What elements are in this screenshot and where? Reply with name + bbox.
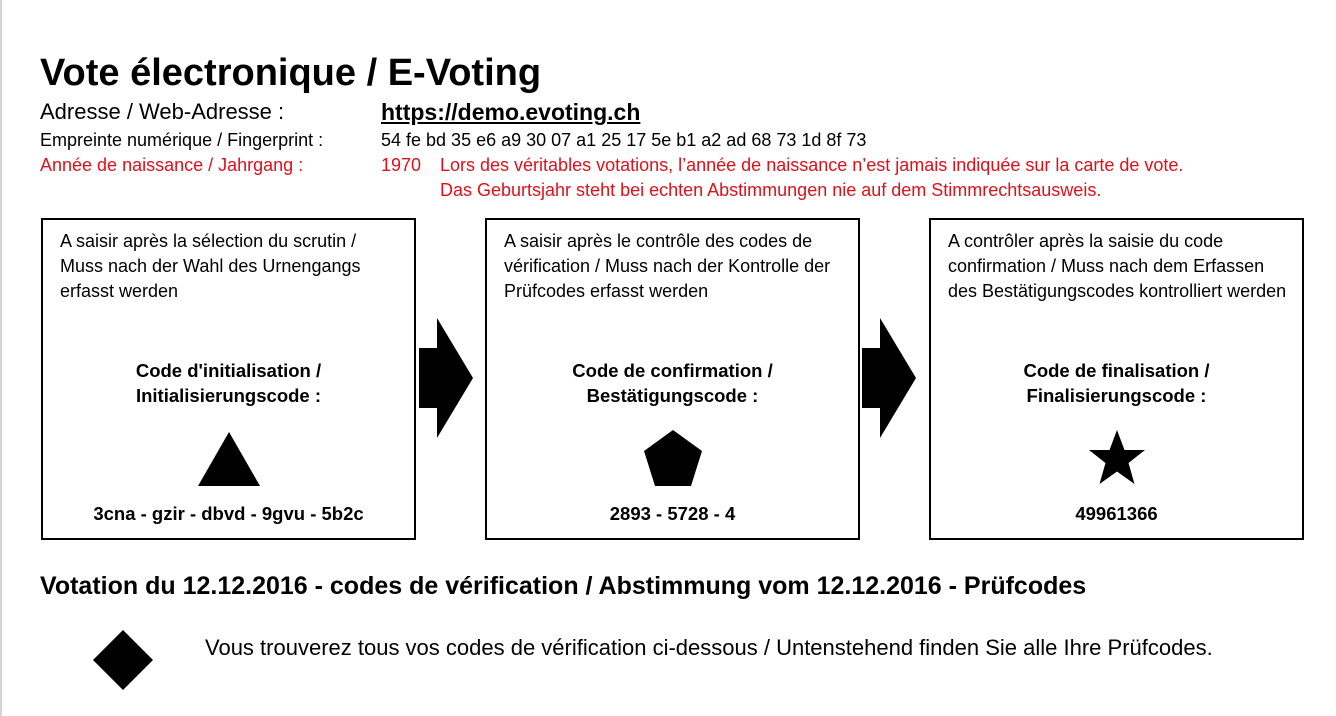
card-code-title bbox=[487, 358, 858, 408]
initialization-code-value: 3cna - gzir - dbvd - 9gvu - 5b2c bbox=[93, 503, 364, 524]
birth-year-label: Année de naissance / Jahrgang : bbox=[40, 155, 304, 175]
address-label: Adresse / Web-Adresse : bbox=[40, 99, 285, 124]
pentagon-icon bbox=[638, 428, 708, 490]
confirmation-code-value: 2893 - 5728 - 4 bbox=[609, 503, 736, 524]
card-code-title-line: Finalisierungscode : bbox=[1026, 385, 1207, 406]
fingerprint-value: 54 fe bd 35 e6 a9 30 07 a1 25 17 5e b1 a2 ad 68 73 1d 8f 73 bbox=[381, 130, 867, 150]
finalization-code-card bbox=[929, 218, 1304, 540]
fingerprint-label: Empreinte numérique / Fingerprint : bbox=[40, 130, 324, 150]
card-instruction: A saisir après la sélection du scrutin / Muss nach der Wahl des Urnengangs erfasst werden bbox=[60, 231, 361, 301]
triangle-icon bbox=[194, 428, 264, 490]
card-code-title-line: Code de finalisation / bbox=[1023, 360, 1210, 381]
confirmation-code-card bbox=[485, 218, 860, 540]
card-code-title-line: Initialisierungscode : bbox=[135, 385, 322, 406]
card-instruction: A contrôler après la saisie du code confirmation / Muss nach dem Erfassen des Bestätigungscodes kontrolliert werden bbox=[948, 231, 1287, 301]
page-title: Vote électronique / E-Voting bbox=[40, 52, 542, 94]
card-code-title bbox=[931, 358, 1302, 408]
star-icon bbox=[1082, 428, 1152, 490]
verification-codes-intro: Vous trouverez tous vos codes de vérification ci-dessous / Untenstehend finden Sie alle Ihre Prüfcodes. bbox=[205, 635, 1213, 660]
diamond-icon bbox=[92, 629, 154, 691]
initialization-code-card bbox=[41, 218, 416, 540]
birth-year-value: 1970 bbox=[381, 155, 422, 175]
birth-note-fr: Lors des véritables votations, l’année de naissance n’est jamais indiquée sur la carte de vote. bbox=[440, 155, 1184, 175]
arrow-right-icon bbox=[419, 318, 475, 438]
birth-note-de: Das Geburtsjahr steht bei echten Abstimmungen nie auf dem Stimmrechtsausweis. bbox=[440, 180, 1102, 200]
finalization-code-value: 49961366 bbox=[1075, 503, 1158, 524]
card-instruction: A saisir après le contrôle des codes de vérification / Muss nach der Kontrolle der Prüfcodes erfasst werden bbox=[504, 231, 831, 301]
card-code-title bbox=[43, 358, 414, 408]
arrow-right-icon bbox=[862, 318, 918, 438]
page-edge-divider bbox=[0, 0, 2, 716]
card-code-title-line: Bestätigungscode : bbox=[586, 385, 759, 406]
card-code-title-line: Code d'initialisation / bbox=[135, 360, 322, 381]
address-link[interactable]: https://demo.evoting.ch bbox=[381, 99, 641, 125]
section-title: Votation du 12.12.2016 - codes de vérification / Abstimmung vom 12.12.2016 - Prüfcodes bbox=[40, 572, 1087, 600]
card-code-title-line: Code de confirmation / bbox=[572, 360, 773, 381]
